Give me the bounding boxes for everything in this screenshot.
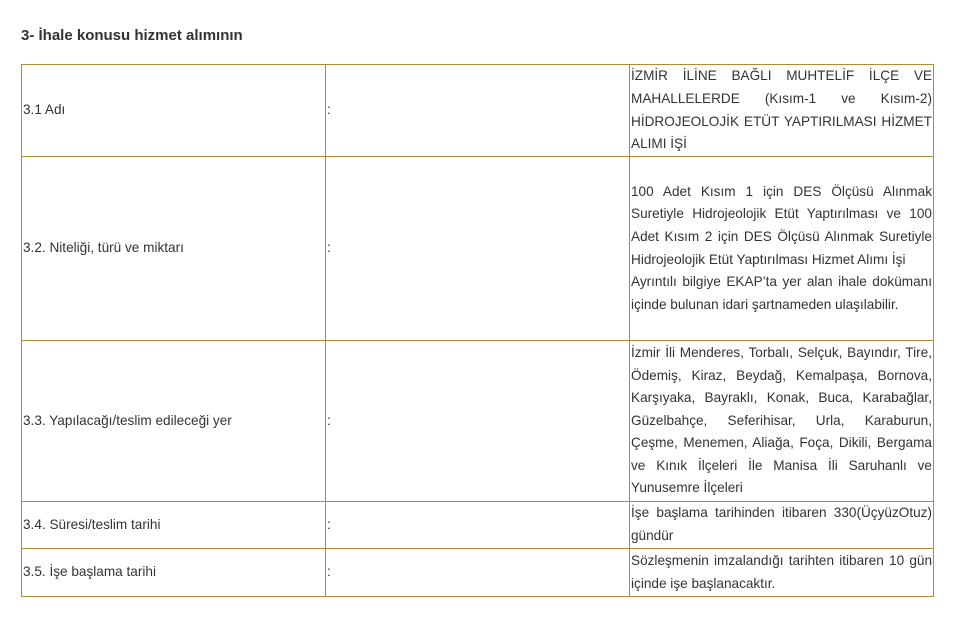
row-label: 3.1 Adı: [22, 65, 326, 157]
row-label: 3.5. İşe başlama tarihi: [22, 549, 326, 597]
row-separator: :: [326, 502, 630, 549]
section-heading: 3- İhale konusu hizmet alımının: [21, 27, 243, 44]
table-row: [22, 549, 934, 597]
row-label: 3.3. Yapılacağı/teslim edileceği yer: [22, 341, 326, 502]
row-value: [630, 65, 934, 157]
row-separator: :: [326, 341, 630, 502]
row-separator: :: [326, 157, 630, 341]
row-label: 3.4. Süresi/teslim tarihi: [22, 502, 326, 549]
row-value: [630, 549, 934, 597]
table-row: [22, 502, 934, 549]
row-separator: :: [326, 549, 630, 597]
value-paragraph: Ayrıntılı bilgiye EKAP’ta yer alan ihale dokümanı içinde bulunan idari şartnameden ulaşılabilir.: [631, 274, 932, 312]
value-paragraph: 100 Adet Kısım 1 için DES Ölçüsü Alınmak Suretiyle Hidrojeolojik Etüt Yaptırılması ve 100 Adet Kısım 2 için DES Ölçüsü Alınmak Suretiyle Hidrojeolojik Etüt Yaptırılması Hizmet Alımı İşi: [631, 183, 932, 267]
row-label: 3.2. Niteliği, türü ve miktarı: [22, 157, 326, 341]
row-separator: :: [326, 65, 630, 157]
table-row: [22, 157, 934, 341]
table-row: [22, 65, 934, 157]
tender-info-table: [21, 64, 934, 597]
row-value: [630, 502, 934, 549]
value-paragraph: İşe başlama tarihinden itibaren 330(ÜçyüzOtuz) gündür: [631, 505, 932, 543]
value-paragraph: İZMİR İLİNE BAĞLI MUHTELİF İLÇE VE MAHALLELERDE (Kısım-1 ve Kısım-2) HİDROJEOLOJİK ETÜT YAPTIRILMASI HİZMET ALIMI İŞİ: [631, 68, 932, 152]
value-paragraph: İzmir İli Menderes, Torbalı, Selçuk, Bayındır, Tire, Ödemiş, Kiraz, Beydağ, Kemalpaşa, Bornova, Karşıyaka, Bayraklı, Konak, Buca, Karabağlar, Güzelbahçe, Seferihisar, Urla, Karaburun, Çeşme, Menemen, Aliağa, Foça, Dikili, Bergama ve Kınık İlçeleri İle Manisa İli Saruhanlı ve Yunusemre İlçeleri: [631, 344, 932, 496]
value-paragraph: Sözleşmenin imzalandığı tarihten itibaren 10 gün içinde işe başlanacaktır.: [631, 552, 932, 591]
row-value: [630, 157, 934, 341]
table-row: [22, 341, 934, 502]
row-value: [630, 341, 934, 502]
